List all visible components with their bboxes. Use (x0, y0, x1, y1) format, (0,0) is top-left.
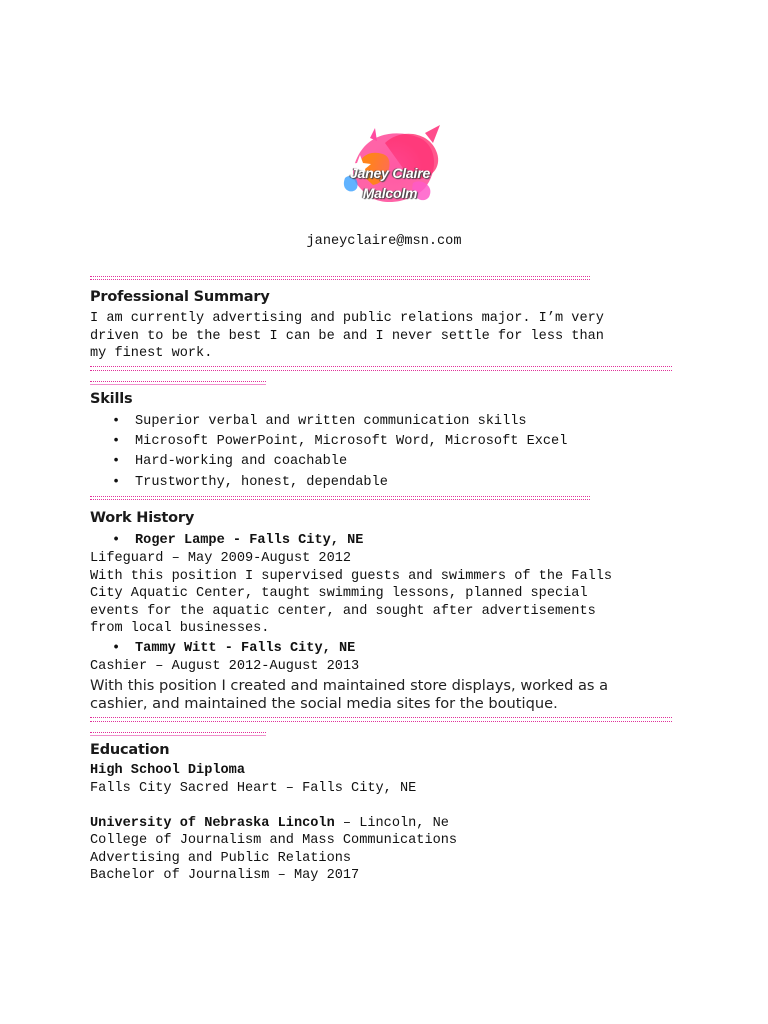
divider (90, 732, 266, 733)
summary-line: I am currently advertising and public relations major. I’m very (90, 311, 604, 326)
email-address: janeyclaire@msn.com (306, 234, 462, 249)
job-employer: • Tammy Witt - Falls City, NE (112, 641, 356, 656)
job-description-line: from local businesses. (90, 621, 270, 636)
section-heading-skills: Skills (90, 391, 133, 407)
college-location: – Lincoln, Ne (334, 816, 449, 831)
college-detail: Bachelor of Journalism – May 2017 (90, 868, 360, 883)
job-role: Cashier – August 2012-August 2013 (90, 659, 360, 674)
college-detail: Advertising and Public Relations (90, 851, 352, 866)
divider (90, 717, 672, 718)
divider (90, 496, 590, 497)
divider (90, 721, 672, 722)
skill-item: • Microsoft PowerPoint, Microsoft Word, Microsoft Excel (112, 434, 568, 449)
job-description-line: With this position I created and maintained store displays, worked as a (90, 677, 609, 694)
job-description-line: events for the aquatic center, and sought after advertisements (90, 604, 596, 619)
divider (90, 499, 590, 500)
divider (90, 735, 266, 736)
name-logo (325, 123, 455, 213)
logo-name-line2: Malcolm (362, 185, 418, 201)
job-description-line: cashier, and maintained the social media sites for the boutique. (90, 695, 558, 712)
divider (90, 279, 590, 280)
skill-item: • Trustworthy, honest, dependable (112, 475, 388, 490)
divider (90, 384, 266, 385)
section-heading-work: Work History (90, 510, 195, 526)
hs-degree: High School Diploma (90, 763, 245, 778)
college-detail: College of Journalism and Mass Communications (90, 833, 458, 848)
skill-item: • Hard-working and coachable (112, 454, 348, 469)
hs-school: Falls City Sacred Heart – Falls City, NE (90, 781, 417, 796)
logo-name-line1: Janey Claire (349, 165, 431, 181)
divider (90, 370, 672, 371)
job-employer: • Roger Lampe - Falls City, NE (112, 533, 364, 548)
college-name: University of Nebraska Lincoln (90, 816, 335, 831)
summary-line: my finest work. (90, 346, 213, 361)
divider (90, 381, 266, 382)
skill-item: • Superior verbal and written communication skills (112, 414, 527, 429)
job-description-line: City Aquatic Center, taught swimming lessons, planned special (90, 586, 588, 601)
college-heading (90, 816, 449, 831)
section-heading-education: Education (90, 742, 170, 758)
summary-line: driven to be the best I can be and I never settle for less than (90, 329, 604, 344)
divider (90, 366, 672, 367)
job-role: Lifeguard – May 2009-August 2012 (90, 551, 352, 566)
job-description-line: With this position I supervised guests and swimmers of the Falls (90, 569, 613, 584)
divider (90, 276, 590, 277)
section-heading-summary: Professional Summary (90, 289, 270, 305)
